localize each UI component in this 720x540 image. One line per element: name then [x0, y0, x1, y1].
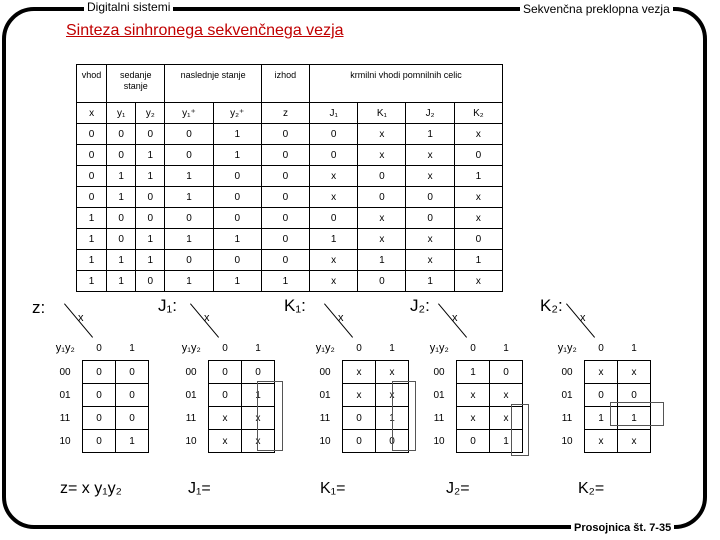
kmap-row-label: 00 — [433, 366, 445, 378]
kmap-cell: 0 — [618, 384, 651, 407]
kmap-cell: 0 — [376, 430, 409, 453]
table-cell: 0 — [77, 124, 107, 145]
kmap-cell: x — [376, 361, 409, 384]
table-cell: 0 — [454, 145, 502, 166]
header-left: Digitalni sistemi — [84, 0, 173, 14]
table-cell: 1 — [454, 250, 502, 271]
kmap-cell: 1 — [490, 430, 523, 453]
table-cell: 0 — [261, 124, 309, 145]
table-cell: 1 — [136, 250, 165, 271]
kmap-cell: 1 — [618, 407, 651, 430]
z-label: z: — [32, 298, 46, 317]
kmap-cell: 0 — [83, 430, 116, 453]
table-cell: 0 — [136, 124, 165, 145]
table-cell: 1 — [165, 187, 213, 208]
table-cell: 0 — [136, 187, 165, 208]
kmap-y1y2-label: y₁y₂ — [181, 342, 201, 355]
kmap-x-label: x — [338, 312, 344, 324]
table-cell: 1 — [213, 124, 261, 145]
kmap-row-label: 11 — [185, 412, 197, 424]
table-cell: 0 — [310, 208, 358, 229]
table-cell: 0 — [406, 208, 454, 229]
table-cell: x — [310, 250, 358, 271]
header-vhod: vhod — [77, 65, 107, 103]
table-cell: 1 — [406, 271, 454, 292]
table-row — [77, 208, 503, 229]
col-y2-next: y₂⁺ — [213, 103, 261, 124]
table-cell: 0 — [165, 145, 213, 166]
table-cell: 0 — [213, 208, 261, 229]
kmap-row-label: 11 — [433, 412, 445, 424]
col-j2: J₂ — [406, 103, 454, 124]
kmap-cell: 0 — [343, 430, 376, 453]
kmap-row-label: 01 — [433, 389, 445, 401]
table-cell: 0 — [165, 208, 213, 229]
table-cell: 0 — [107, 145, 136, 166]
kmap-col-header: 0 — [96, 342, 102, 354]
kmap-row-label: 01 — [561, 389, 573, 401]
kmap-cell: 0 — [242, 361, 275, 384]
kmap-cell: x — [457, 407, 490, 430]
kmap-table — [550, 336, 651, 453]
kmap-y1y2-label: y₁y₂ — [557, 342, 577, 355]
table-cell: 1 — [165, 271, 213, 292]
kmap-cell: 1 — [457, 361, 490, 384]
kmap-x-label: x — [580, 312, 586, 324]
equation-k1: K₁= — [320, 480, 346, 497]
table-cell: 0 — [213, 166, 261, 187]
kmap-title: K₁: — [284, 296, 306, 315]
kmap-cell: 0 — [585, 384, 618, 407]
truth-table — [76, 64, 503, 292]
kmap-cell: x — [490, 407, 523, 430]
table-cell: x — [310, 187, 358, 208]
table-cell: 1 — [358, 250, 406, 271]
kmap-cell: 1 — [585, 407, 618, 430]
table-cell: x — [310, 166, 358, 187]
kmap-cell: x — [490, 384, 523, 407]
table-cell: 1 — [107, 187, 136, 208]
kmap-title: J₁: — [158, 296, 177, 315]
table-cell: x — [358, 145, 406, 166]
table-cell: 1 — [136, 229, 165, 250]
table-cell: 0 — [136, 208, 165, 229]
table-cell: 1 — [77, 229, 107, 250]
kmap-row-label: 11 — [561, 412, 573, 424]
table-cell: 0 — [261, 208, 309, 229]
kmap-y1y2-label: y₁y₂ — [315, 342, 335, 355]
equation-k2: K₂= — [578, 480, 605, 497]
table-row — [77, 229, 503, 250]
kmap-cell: 0 — [116, 361, 149, 384]
table-cell: x — [358, 124, 406, 145]
kmap-cell: 0 — [490, 361, 523, 384]
table-cell: x — [454, 187, 502, 208]
kmap-col-header: 1 — [255, 342, 261, 354]
kmap-group-outline — [610, 402, 664, 426]
kmap-row-label: 10 — [561, 435, 573, 447]
kmap-col-header: 1 — [129, 342, 135, 354]
table-cell: 0 — [261, 229, 309, 250]
table-cell: 1 — [107, 250, 136, 271]
table-cell: 0 — [107, 124, 136, 145]
table-row — [77, 271, 503, 292]
kmap-col-header: 0 — [470, 342, 476, 354]
table-cell: x — [310, 271, 358, 292]
table-row — [77, 145, 503, 166]
kmap-col-header: 0 — [356, 342, 362, 354]
equation-z: z= x y₁y₂ — [60, 480, 122, 497]
kmap-cell: x — [376, 384, 409, 407]
table-cell: 1 — [77, 250, 107, 271]
table-cell: 0 — [213, 250, 261, 271]
col-z: z — [261, 103, 309, 124]
kmap-cell: 1 — [376, 407, 409, 430]
kmap-cell: 0 — [83, 384, 116, 407]
table-cell: 1 — [454, 166, 502, 187]
kmap-cell: x — [343, 361, 376, 384]
kmap-row-label: 00 — [59, 366, 71, 378]
kmap-row-label: 00 — [319, 366, 331, 378]
table-cell: x — [406, 250, 454, 271]
col-y2: y₂ — [136, 103, 165, 124]
equation-j2: J₂= — [446, 480, 470, 497]
kmap-cell: x — [618, 430, 651, 453]
kmap-row-label: 00 — [561, 366, 573, 378]
kmap-cell: x — [618, 361, 651, 384]
kmap-col-header: 1 — [503, 342, 509, 354]
table-cell: 0 — [454, 229, 502, 250]
kmap-cell: 1 — [116, 430, 149, 453]
table-cell: 0 — [406, 187, 454, 208]
kmap-row-label: 01 — [185, 389, 197, 401]
col-x: x — [77, 103, 107, 124]
table-cell: 1 — [107, 271, 136, 292]
kmap-x-label: x — [78, 312, 84, 324]
table-cell: 0 — [358, 187, 406, 208]
table-row — [77, 166, 503, 187]
kmap-col-header: 0 — [222, 342, 228, 354]
kmap-row-label: 11 — [319, 412, 331, 424]
kmap-row-label: 01 — [319, 389, 331, 401]
table-cell: 1 — [213, 229, 261, 250]
kmap-x-label: x — [452, 312, 458, 324]
table-cell: x — [406, 166, 454, 187]
table-cell: 1 — [406, 124, 454, 145]
col-k1: K₁ — [358, 103, 406, 124]
kmap-col-header: 1 — [631, 342, 637, 354]
table-cell: 0 — [261, 250, 309, 271]
table-cell: 0 — [107, 229, 136, 250]
col-y1-next: y₁⁺ — [165, 103, 213, 124]
slide-title: Sinteza sinhronega sekvenčnega vezja — [66, 22, 344, 39]
kmap-cell: x — [343, 384, 376, 407]
kmap-col-header: 1 — [389, 342, 395, 354]
kmap-cell: x — [209, 430, 242, 453]
kmap-cell: 0 — [457, 430, 490, 453]
table-cell: x — [406, 145, 454, 166]
table-cell: 0 — [165, 124, 213, 145]
col-y1: y₁ — [107, 103, 136, 124]
table-cell: 0 — [310, 145, 358, 166]
table-cell: 0 — [261, 166, 309, 187]
table-cell: 1 — [165, 229, 213, 250]
header-sedanje: sedanje stanje — [107, 65, 165, 103]
kmap-x-label: x — [204, 312, 210, 324]
table-cell: 1 — [213, 145, 261, 166]
kmap-row-label: 11 — [59, 412, 71, 424]
kmap-group-outline — [511, 404, 529, 456]
table-cell: 0 — [77, 166, 107, 187]
kmap-y1y2-label: y₁y₂ — [429, 342, 449, 355]
kmap-cell: 0 — [116, 384, 149, 407]
table-cell: 0 — [165, 250, 213, 271]
table-cell: 0 — [107, 208, 136, 229]
table-cell: x — [454, 271, 502, 292]
kmap-cell: x — [209, 407, 242, 430]
kmap-group-outline — [392, 381, 416, 451]
table-cell: x — [454, 208, 502, 229]
kmap-row-label: 10 — [185, 435, 197, 447]
header-krmilni: krmilni vhodi pomnilnih celic — [310, 65, 503, 103]
kmap-cell: x — [585, 430, 618, 453]
table-cell: 1 — [107, 166, 136, 187]
table-cell: 1 — [165, 166, 213, 187]
kmap-group-outline — [257, 381, 283, 451]
kmap-cell: x — [457, 384, 490, 407]
col-k2: K₂ — [454, 103, 502, 124]
table-cell: 1 — [77, 208, 107, 229]
table-cell: 0 — [310, 124, 358, 145]
kmap-cell: 0 — [116, 407, 149, 430]
table-cell: 1 — [77, 271, 107, 292]
kmap-row-label: 01 — [59, 389, 71, 401]
kmap-cell: x — [242, 430, 275, 453]
header-naslednje: naslednje stanje — [165, 65, 261, 103]
kmap-table — [422, 336, 523, 453]
table-cell: 0 — [77, 145, 107, 166]
table-cell: 0 — [136, 271, 165, 292]
kmap-col-header: 0 — [598, 342, 604, 354]
kmap-row-label: 10 — [433, 435, 445, 447]
footer-slide-number: Prosojnica št. 7-35 — [571, 521, 674, 535]
equation-j1: J₁= — [188, 480, 211, 497]
column-header-row — [77, 103, 503, 124]
kmap-title: J₂: — [410, 296, 430, 315]
table-cell: x — [358, 229, 406, 250]
kmap-cell: 0 — [343, 407, 376, 430]
table-row — [77, 124, 503, 145]
kmap-cell: x — [585, 361, 618, 384]
header-izhod: izhod — [261, 65, 309, 103]
kmap-y1y2-label: y₁y₂ — [55, 342, 75, 355]
kmap-row-label: 10 — [319, 435, 331, 447]
kmap-cell: 1 — [242, 384, 275, 407]
col-j1: J₁ — [310, 103, 358, 124]
table-cell: 0 — [358, 166, 406, 187]
kmap-cell: 0 — [209, 384, 242, 407]
table-row — [77, 250, 503, 271]
table-cell: 0 — [261, 145, 309, 166]
table-cell: 1 — [310, 229, 358, 250]
kmap-title: K₂: — [540, 296, 563, 315]
table-cell: 0 — [358, 271, 406, 292]
table-cell: x — [406, 229, 454, 250]
header-right: Sekvenčna preklopna vezja — [520, 2, 673, 16]
table-row — [77, 187, 503, 208]
table-cell: 1 — [136, 145, 165, 166]
kmap-cell: x — [242, 407, 275, 430]
kmap-row-label: 00 — [185, 366, 197, 378]
kmap-cell: 0 — [209, 361, 242, 384]
kmap-cell: 0 — [83, 407, 116, 430]
table-cell: 1 — [136, 166, 165, 187]
kmap-table — [48, 336, 149, 453]
table-cell: x — [454, 124, 502, 145]
table-cell: 1 — [261, 271, 309, 292]
kmap-row-label: 10 — [59, 435, 71, 447]
table-cell: 0 — [261, 187, 309, 208]
table-cell: 0 — [213, 187, 261, 208]
kmap-cell: 0 — [83, 361, 116, 384]
table-cell: 1 — [213, 271, 261, 292]
table-cell: x — [358, 208, 406, 229]
table-cell: 0 — [77, 187, 107, 208]
